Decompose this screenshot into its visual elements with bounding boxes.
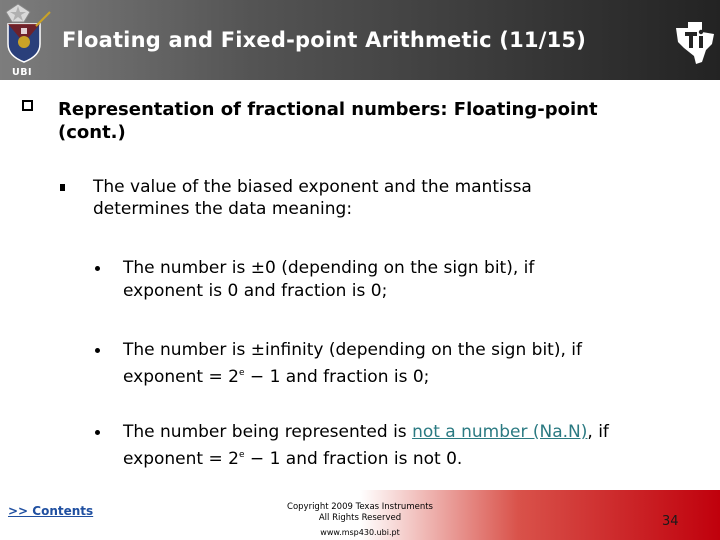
sub-bullet-line-2: determines the data meaning: (93, 199, 353, 219)
copyright-line-2: All Rights Reserved (318, 513, 402, 523)
ubi-crest-logo (0, 2, 52, 66)
copyright-notice (270, 502, 450, 524)
checkbox-bullet-icon (22, 100, 33, 111)
sub-bullet-text (93, 176, 693, 220)
heading-line-1: Representation of fractional numbers: Floating-point (58, 99, 598, 120)
list-item-text (123, 339, 713, 389)
heading-line-2: (cont.) (58, 122, 126, 143)
slide-header (0, 0, 720, 80)
exponent-superscript: e (238, 450, 245, 460)
copyright-line-1: Copyright 2009 Texas Instruments (287, 502, 433, 512)
slide-footer (0, 490, 720, 540)
exponent-superscript: e (238, 368, 245, 378)
list-item-line-1: The number being represented is not a number (Na.N), if (123, 422, 609, 442)
page-number: 34 (662, 514, 679, 529)
list-item-line-2: exponent = $2^e - 1$ and fraction is not 0. (123, 449, 463, 469)
list-item-line-2: exponent is 0 and fraction is 0; (123, 281, 388, 301)
website-url: www.msp430.ubi.pt (320, 528, 400, 537)
list-item-line-1: The number is ±0 (depending on the sign bit), if (123, 258, 535, 278)
list-item-line-1: The number is ±infinity (depending on the sign bit), if (123, 340, 582, 360)
sub-bullet-line-1: The value of the biased exponent and the mantissa (93, 177, 532, 197)
square-bullet-icon (60, 184, 65, 191)
contents-link[interactable]: >> Contents (8, 504, 94, 518)
dot-bullet-icon (95, 430, 100, 435)
nan-definition-link[interactable]: not a number (Na.N) (412, 422, 588, 442)
dot-bullet-icon (95, 348, 100, 353)
ubi-label: UBI (12, 67, 32, 78)
slide-title: Floating and Fixed-point Arithmetic (11/15) (62, 28, 587, 52)
heading-text (58, 98, 698, 144)
texas-instruments-logo (672, 18, 718, 68)
list-item-text (123, 257, 713, 303)
list-item-line-2: exponent = $2^e - 1$ and fraction is 0; (123, 367, 430, 387)
dot-bullet-icon (95, 266, 100, 271)
list-item-text (123, 421, 713, 471)
